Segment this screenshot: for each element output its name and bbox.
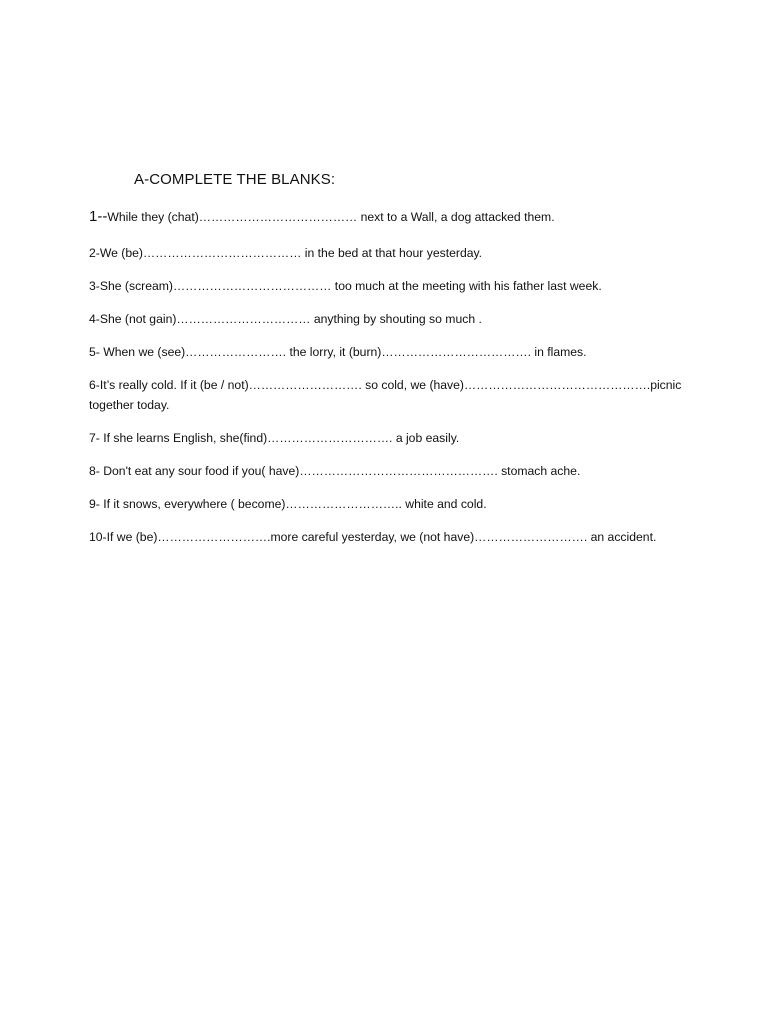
question-text: If we (be)……………………….more careful yesterday, we (not have)………………………. an accident. [106,530,657,544]
question-number: 5- [89,345,100,359]
question-6 [89,375,689,415]
question-text: When we (see)……………………. the lorry, it (burn)………………………………. in flames. [99,345,587,359]
question-2 [89,243,689,263]
question-7 [89,428,689,448]
question-number: 1-- [89,208,108,225]
question-number: 10- [89,530,107,544]
question-number: 2- [89,246,100,260]
question-number: 3- [89,279,100,293]
question-text: If it snows, everywhere ( become)……………………….. white and cold. [99,497,487,511]
question-9 [89,494,689,514]
question-number: 8- [89,464,100,478]
question-number: 6- [89,378,100,392]
question-5 [89,342,689,362]
question-8 [89,461,689,481]
question-1 [89,207,689,227]
question-10 [89,527,689,547]
question-text: While they (chat)………………………………… next to a Wall, a dog attacked them. [107,210,555,224]
question-3 [89,276,689,296]
question-number: 4- [89,312,100,326]
question-text: Don't eat any sour food if you( have)…………………………………………. stomach ache. [99,464,581,478]
worksheet-heading: A-COMPLETE THE BLANKS: [134,171,336,188]
question-number: 9- [89,497,100,511]
question-text: She (not gain)…………………………… anything by shouting so much . [99,312,482,326]
question-4 [89,309,689,329]
question-text: She (scream)………………………………… too much at the meeting with his father last week. [99,279,602,293]
question-number: 7- [89,431,100,445]
question-text: We (be)………………………………… in the bed at that hour yesterday. [99,246,483,260]
question-text: It’s really cold. If it (be / not)………………………. so cold, we (have)……………………………………….picnic together today. [89,378,682,412]
question-text: If she learns English, she(find)…………………………. a job easily. [99,431,460,445]
